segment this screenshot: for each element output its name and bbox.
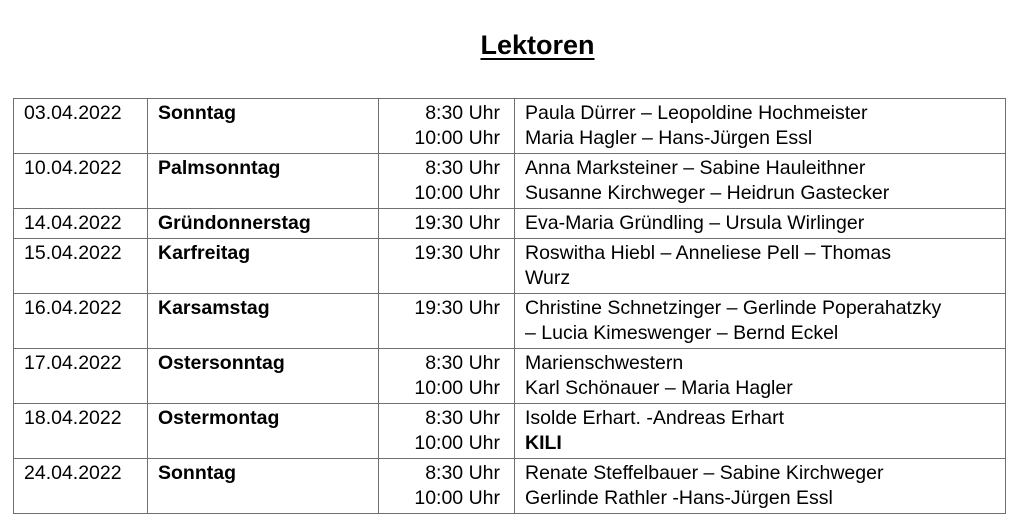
names-cell [515,239,1006,294]
names-cell [515,349,1006,404]
names-cell [515,459,1006,514]
day-cell: Karsamstag [148,294,379,349]
time-cell [379,209,515,239]
date-cell: 03.04.2022 [14,99,148,154]
day-cell: Ostermontag [148,404,379,459]
names-line: Renate Steffelbauer – Sabine Kirchweger [525,462,884,484]
time-cell [379,99,515,154]
names-line: Susanne Kirchweger – Heidrun Gastecker [525,182,890,204]
names-line: Maria Hagler – Hans-Jürgen Essl [525,127,813,149]
time-cell [379,239,515,294]
names-line: Eva-Maria Gründling – Ursula Wirlinger [525,212,865,234]
day-cell: Sonntag [148,99,379,154]
names-cell [515,294,1006,349]
date-cell: 16.04.2022 [14,294,148,349]
day-cell: Sonntag [148,459,379,514]
time-line: 10:00 Uhr [414,127,500,149]
table-row [14,154,1006,209]
time-line: 8:30 Uhr [425,157,500,179]
time-line: 19:30 Uhr [414,242,500,264]
names-line: Roswitha Hiebl – Anneliese Pell – Thomas [525,242,892,264]
names-line: Karl Schönauer – Maria Hagler [525,377,793,399]
names-line: Marienschwestern [525,352,684,374]
names-cell [515,209,1006,239]
table-row [14,294,1006,349]
table-row [14,99,1006,154]
time-line: 19:30 Uhr [414,212,500,234]
time-line: 10:00 Uhr [414,377,500,399]
names-line: KILI [525,432,562,454]
names-line: Paula Dürrer – Leopoldine Hochmeister [525,102,868,124]
time-cell [379,294,515,349]
time-line: 8:30 Uhr [425,407,500,429]
time-cell [379,154,515,209]
names-cell [515,404,1006,459]
time-cell [379,404,515,459]
time-line: 10:00 Uhr [414,487,500,509]
date-cell: 24.04.2022 [14,459,148,514]
day-cell: Ostersonntag [148,349,379,404]
names-line: Wurz [525,267,571,289]
page-title: Lektoren [480,30,595,60]
time-line: 8:30 Uhr [425,462,500,484]
names-line: Christine Schnetzinger – Gerlinde Poperahatzky [525,297,942,319]
time-line: 10:00 Uhr [414,432,500,454]
time-line: 19:30 Uhr [414,297,500,319]
table-row [14,404,1006,459]
date-cell: 15.04.2022 [14,239,148,294]
date-cell: 18.04.2022 [14,404,148,459]
time-cell [379,459,515,514]
time-line: 8:30 Uhr [425,102,500,124]
day-cell: Palmsonntag [148,154,379,209]
time-line: 10:00 Uhr [414,182,500,204]
names-line: Isolde Erhart. -Andreas Erhart [525,407,785,429]
names-line: Anna Marksteiner – Sabine Hauleithner [525,157,866,179]
table-row [14,349,1006,404]
names-line: Gerlinde Rathler -Hans-Jürgen Essl [525,487,833,509]
time-line: 8:30 Uhr [425,352,500,374]
day-cell: Gründonnerstag [148,209,379,239]
table-row [14,459,1006,514]
date-cell: 17.04.2022 [14,349,148,404]
names-line: – Lucia Kimeswenger – Bernd Eckel [525,322,839,344]
date-cell: 14.04.2022 [14,209,148,239]
names-cell [515,99,1006,154]
names-cell [515,154,1006,209]
table-row [14,209,1006,239]
day-cell: Karfreitag [148,239,379,294]
schedule-table [13,98,1006,514]
schedule-table-body [14,99,1006,514]
time-cell [379,349,515,404]
date-cell: 10.04.2022 [14,154,148,209]
table-row [14,239,1006,294]
